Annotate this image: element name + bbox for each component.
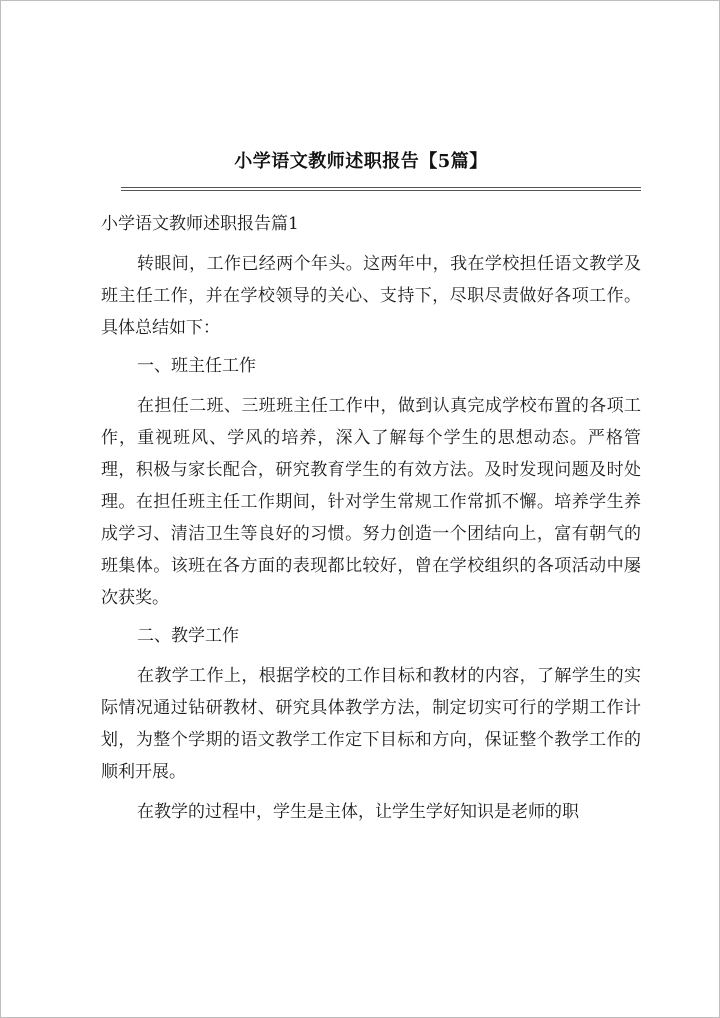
paragraph-teaching-process: 在教学的过程中，学生是主体，让学生学好知识是老师的职 [137,802,579,822]
heading-teaching-work: 二、教学工作 [137,626,239,646]
document-title: 小学语文教师述职报告【5篇】 [234,151,488,172]
paragraph-intro: 转眼间，工作已经两个年头。这两年中，我在学校担任语文教学及班主任工作，并在学校领导的关心、支持下，尽职尽责做好各项工作。具体总结如下： [101,254,641,338]
paragraph-class-teacher-work: 在担任二班、三班班主任工作中，做到认真完成学校布置的各项工作，重视班风、学风的培养，深入了解每个学生的思想动态。严格管理，积极与家长配合，研究教育学生的有效方法。及时发现问题及时处理。在担任班主任工作期间，针对学生常规工作常抓不懈。培养学生养成学习、清洁卫生等良好的习惯。努力创造一个团结向上，富有朝气的班集体。该班在各方面的表现都比较好，曾在学校组织的各项活动中屡次获奖。 [101,396,641,608]
document-body [101,208,641,828]
heading-class-teacher-work: 一、班主任工作 [137,356,256,376]
section-title: 小学语文教师述职报告篇1 [101,214,299,234]
title-divider [121,187,641,191]
paragraph-teaching-work: 在教学工作上，根据学校的工作目标和教材的内容，了解学生的实际情况通过钻研教材、研究具体教学方法，制定切实可行的学期工作计划，为整个学期的语文教学工作定下目标和方向，保证整个教学工作的顺利开展。 [101,666,641,782]
